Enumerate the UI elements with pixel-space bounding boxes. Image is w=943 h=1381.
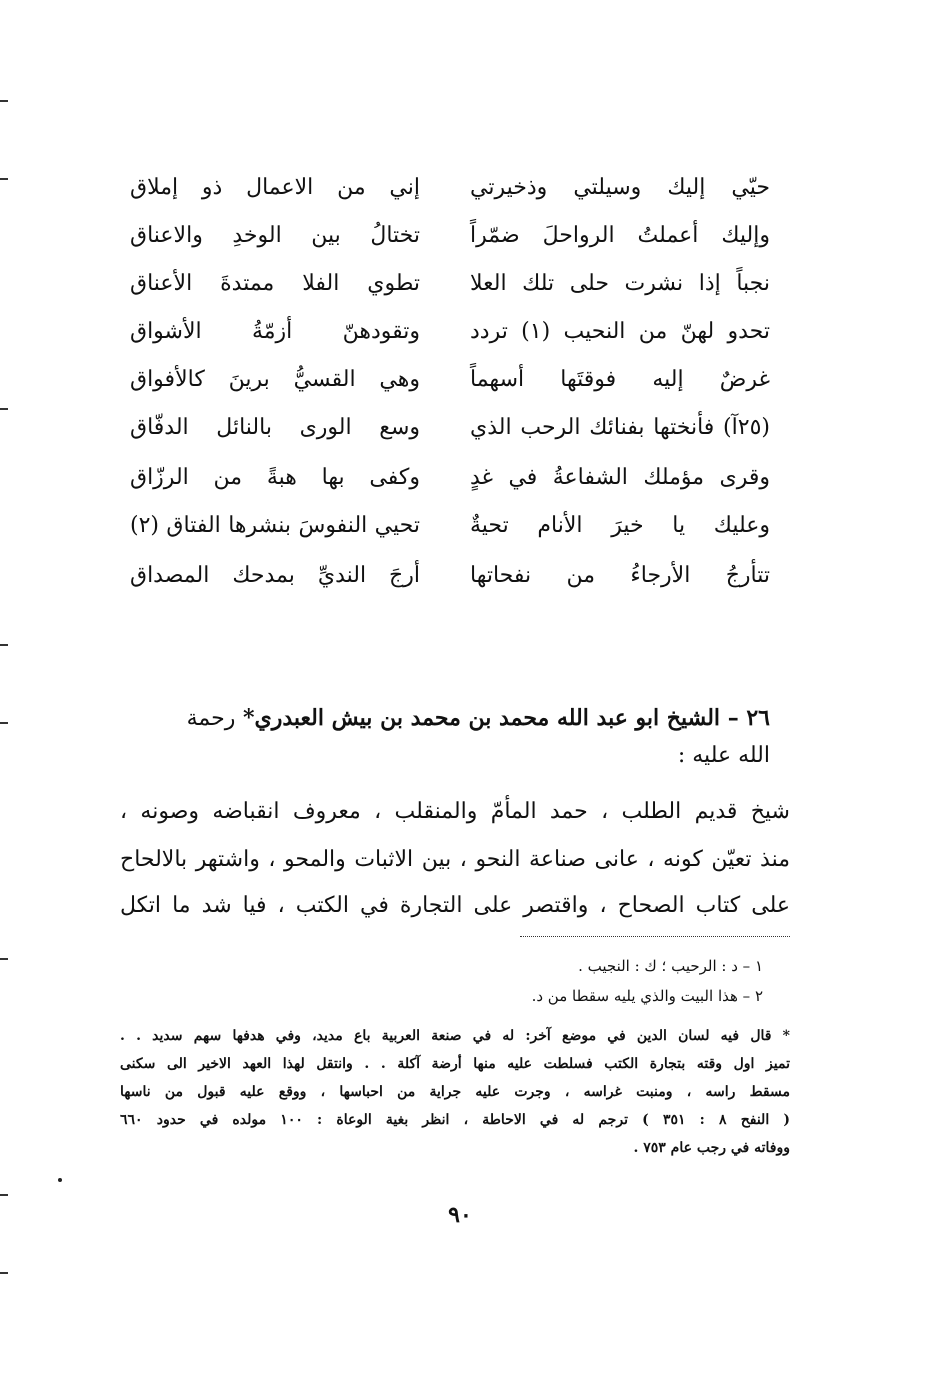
verse-first-hemistich: (٢٥آ) فأنختها بفنائك الرحب الذي <box>470 415 770 440</box>
biographical-note-line: مسقط راسه ، ومنبت غراسه ، وجرت عليه جراية من احباسها ، ووقع عليه قبول من ناسها <box>120 1084 790 1100</box>
margin-mark <box>0 100 8 102</box>
verse-line <box>130 312 770 352</box>
verse-first-hemistich: غرضٌ إليه فوقتَها أسهماً <box>470 367 770 392</box>
footnote-separator <box>520 936 790 937</box>
margin-mark <box>0 178 8 180</box>
verse-second-hemistich: تطوي الفلا ممتدةَ الأعناق <box>130 271 420 296</box>
verse-line <box>130 556 770 596</box>
verse-first-hemistich: وإليك أعملتُ الرواحلَ ضمّراً <box>470 223 770 248</box>
section-heading <box>160 700 770 774</box>
verse-second-hemistich: وكفى بها هبةً من الرزّاق <box>130 465 420 490</box>
verse-second-hemistich: وهي القسيُّ برينَ كالأفواق <box>130 367 420 392</box>
margin-mark <box>0 1272 8 1274</box>
verse-second-hemistich: تحيي النفوسَ بنشرها الفتاق (٢) <box>130 513 420 538</box>
verse-first-hemistich: تتأرجُ الأرجاءُ من نفحاتها <box>470 563 770 588</box>
prose-line: منذ تعيّن كونه ، عانى صناعة النحو ، بين الاثبات والمحو ، واشتهر بالالحاح <box>120 847 790 872</box>
verse-first-hemistich: نجباً إذا نشرت حلى تلك العلا <box>470 271 770 296</box>
prose-line: على كتاب الصحاح ، واقتصر على التجارة في الكتب ، فيا شد ما اتكل <box>120 893 790 918</box>
verse-first-hemistich: تحدو لهنّ من النحيب (١) تردد <box>470 319 770 344</box>
biographical-note-line: تميز اول وقته بتجارة الكتب فسلطت عليه منها أرضة آكلة . . وانتقل لهذا العهد الاخير الى سكنى <box>120 1056 790 1072</box>
margin-mark <box>0 722 8 724</box>
verse-second-hemistich: أرجَ النديِّ بمدحك المصداق <box>130 563 420 588</box>
margin-mark <box>0 644 8 646</box>
verse-second-hemistich: وتقودهنّ أزمّةُ الأشواق <box>130 319 420 344</box>
footnote: ٢ – هذا البيت والذي يليه سقطا من د. <box>531 987 763 1005</box>
verse-line <box>130 506 770 546</box>
footnote: ١ – د : الرحيب ؛ ك : النجيب . <box>578 957 763 975</box>
heading-title: ٢٦ – الشيخ ابو عبد الله محمد بن محمد بن بيش العبدري* <box>243 705 770 731</box>
margin-mark <box>0 408 8 410</box>
verse-line <box>130 216 770 256</box>
verse-line <box>130 168 770 208</box>
heading-tail: رحمة الله عليه : <box>186 706 770 768</box>
prose-line: شيخ قديم الطلب ، حمد المأمّ والمنقلب ، معروف انقباضه وصونه ، <box>120 799 790 824</box>
verse-line <box>130 408 770 448</box>
verse-second-hemistich: وسع الورى بالنائل الدفّاق <box>130 415 420 440</box>
biographical-note-line: ( النفح ٨ : ٣٥١ ) ترجم له في الاحاطة ، انظر بغية الوعاة : ١٠٠ مولده في حدود ٦٦٠ <box>120 1112 791 1128</box>
verse-line <box>130 458 770 498</box>
verse-second-hemistich: إني من الاعمال ذو إملاق <box>130 175 420 200</box>
biographical-note-line: ووفاته في رجب عام ٧٥٣ . <box>633 1140 790 1156</box>
biographical-note-line: * قال فيه لسان الدين في موضع آخر: له في صنعة العربية باع مديد، وفي هدفها سهم سديد . . <box>120 1028 790 1044</box>
margin-mark <box>0 1194 8 1196</box>
verse-first-hemistich: وعليك يا خيرَ الأنام تحيةٌ <box>470 513 770 538</box>
verse-line <box>130 264 770 304</box>
margin-mark <box>0 958 8 960</box>
page-number: ٩٠ <box>448 1202 472 1228</box>
verse-line <box>130 360 770 400</box>
verse-first-hemistich: وقرى مؤملك الشفاعةُ في غدٍ <box>470 465 770 490</box>
verse-second-hemistich: تختالُ بين الوخدِ والاعناق <box>130 223 420 248</box>
verse-first-hemistich: حيّي إليك وسيلتي وذخيرتي <box>470 175 770 200</box>
stray-dot <box>58 1178 62 1182</box>
